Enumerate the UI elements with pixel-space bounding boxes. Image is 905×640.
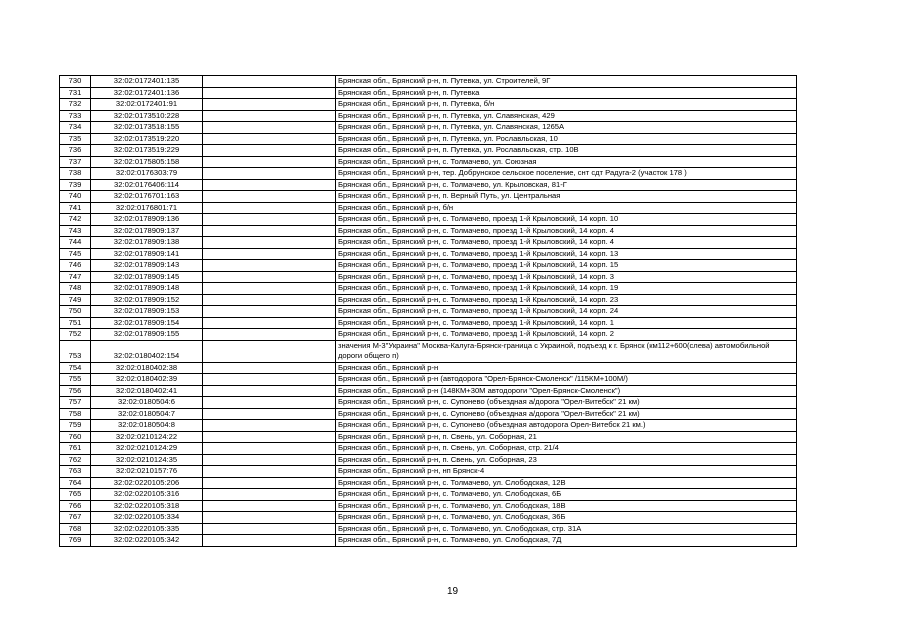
row-number: 763 xyxy=(60,466,91,478)
empty-cell xyxy=(203,317,336,329)
row-number: 754 xyxy=(60,362,91,374)
cadastral-number: 32:02:0210157:76 xyxy=(91,466,203,478)
address: Брянская обл., Брянский р-н, нп Брянск-4 xyxy=(336,466,797,478)
table-row xyxy=(60,260,797,272)
address: Брянская обл., Брянский р-н, с. Толмачево, ул. Союзная xyxy=(336,156,797,168)
table-row xyxy=(60,329,797,341)
empty-cell xyxy=(203,110,336,122)
row-number: 750 xyxy=(60,306,91,318)
row-number: 736 xyxy=(60,145,91,157)
row-number: 745 xyxy=(60,248,91,260)
address: Брянская обл., Брянский р-н, с. Толмачево, проезд 1-й Крыловский, 14 корп. 23 xyxy=(336,294,797,306)
row-number: 741 xyxy=(60,202,91,214)
row-number: 730 xyxy=(60,76,91,88)
table-row xyxy=(60,87,797,99)
address: Брянская обл., Брянский р-н, с. Супонево (объездная автодорога Орел-Витебск 21 км.) xyxy=(336,420,797,432)
cadastral-number: 32:02:0178909:153 xyxy=(91,306,203,318)
empty-cell xyxy=(203,523,336,535)
empty-cell xyxy=(203,225,336,237)
table-row xyxy=(60,283,797,295)
land-registry-table xyxy=(59,75,797,547)
row-number: 732 xyxy=(60,99,91,111)
row-number: 742 xyxy=(60,214,91,226)
row-number: 743 xyxy=(60,225,91,237)
empty-cell xyxy=(203,283,336,295)
table-row xyxy=(60,431,797,443)
address: Брянская обл., Брянский р-н, п. Путевка, ул. Строителей, 9Г xyxy=(336,76,797,88)
empty-cell xyxy=(203,374,336,386)
address: Брянская обл., Брянский р-н, с. Толмачево, проезд 1-й Крыловский, 14 корп. 4 xyxy=(336,225,797,237)
table-row xyxy=(60,248,797,260)
row-number: 755 xyxy=(60,374,91,386)
row-number: 739 xyxy=(60,179,91,191)
cadastral-number: 32:02:0173518:155 xyxy=(91,122,203,134)
address: Брянская обл., Брянский р-н, с. Толмачево, ул. Слободская, 7Д xyxy=(336,535,797,547)
row-number: 764 xyxy=(60,477,91,489)
empty-cell xyxy=(203,408,336,420)
address: Брянская обл., Брянский р-н, с. Толмачево, ул. Слободская, 36Б xyxy=(336,512,797,524)
table-row xyxy=(60,340,797,362)
table-row xyxy=(60,489,797,501)
empty-cell xyxy=(203,214,336,226)
address: Брянская обл., Брянский р-н, с. Толмачево, проезд 1-й Крыловский, 14 корп. 19 xyxy=(336,283,797,295)
row-number: 759 xyxy=(60,420,91,432)
cadastral-number: 32:02:0176801:71 xyxy=(91,202,203,214)
row-number: 746 xyxy=(60,260,91,272)
table-row xyxy=(60,454,797,466)
cadastral-number: 32:02:0178909:143 xyxy=(91,260,203,272)
cadastral-number: 32:02:0180504:6 xyxy=(91,397,203,409)
cadastral-number: 32:02:0178909:152 xyxy=(91,294,203,306)
table-row xyxy=(60,408,797,420)
address: Брянская обл., Брянский р-н, с. Толмачево, ул. Слободская, 12В xyxy=(336,477,797,489)
empty-cell xyxy=(203,156,336,168)
empty-cell xyxy=(203,271,336,283)
empty-cell xyxy=(203,87,336,99)
empty-cell xyxy=(203,122,336,134)
table-row xyxy=(60,523,797,535)
table-row xyxy=(60,179,797,191)
table-row xyxy=(60,237,797,249)
row-number: 752 xyxy=(60,329,91,341)
cadastral-number: 32:02:0180504:8 xyxy=(91,420,203,432)
row-number: 766 xyxy=(60,500,91,512)
cadastral-number: 32:02:0173519:220 xyxy=(91,133,203,145)
row-number: 747 xyxy=(60,271,91,283)
table-row xyxy=(60,306,797,318)
address: Брянская обл., Брянский р-н, с. Толмачево, проезд 1-й Крыловский, 14 корп. 3 xyxy=(336,271,797,283)
address: Брянская обл., Брянский р-н, с. Толмачево, проезд 1-й Крыловский, 14 корп. 13 xyxy=(336,248,797,260)
row-number: 734 xyxy=(60,122,91,134)
cadastral-number: 32:02:0220105:318 xyxy=(91,500,203,512)
address: Брянская обл., Брянский р-н, п. Свень, ул. Соборная, 21 xyxy=(336,431,797,443)
address: Брянская обл., Брянский р-н, с. Толмачево, проезд 1-й Крыловский, 14 корп. 10 xyxy=(336,214,797,226)
empty-cell xyxy=(203,329,336,341)
empty-cell xyxy=(203,191,336,203)
table-row xyxy=(60,214,797,226)
table-row xyxy=(60,362,797,374)
row-number: 756 xyxy=(60,385,91,397)
row-number: 737 xyxy=(60,156,91,168)
table-row xyxy=(60,168,797,180)
table-row xyxy=(60,443,797,455)
table-row xyxy=(60,110,797,122)
address: Брянская обл., Брянский р-н (автодорога "Орел-Брянск-Смоленск" /115КМ+100М/) xyxy=(336,374,797,386)
cadastral-number: 32:02:0172401:91 xyxy=(91,99,203,111)
table-row xyxy=(60,466,797,478)
address: Брянская обл., Брянский р-н, п. Путевка xyxy=(336,87,797,99)
table-row xyxy=(60,385,797,397)
row-number: 753 xyxy=(60,340,91,362)
table-row xyxy=(60,397,797,409)
address: Брянская обл., Брянский р-н, с. Толмачево, проезд 1-й Крыловский, 14 корп. 2 xyxy=(336,329,797,341)
empty-cell xyxy=(203,340,336,362)
address: Брянская обл., Брянский р-н, п. Путевка, ул. Рославльская, 10 xyxy=(336,133,797,145)
row-number: 735 xyxy=(60,133,91,145)
cadastral-number: 32:02:0180402:38 xyxy=(91,362,203,374)
table-row xyxy=(60,317,797,329)
cadastral-number: 32:02:0178909:141 xyxy=(91,248,203,260)
table-row xyxy=(60,420,797,432)
empty-cell xyxy=(203,237,336,249)
address: Брянская обл., Брянский р-н, п. Свень, ул. Соборная, стр. 21/4 xyxy=(336,443,797,455)
empty-cell xyxy=(203,76,336,88)
cadastral-number: 32:02:0178909:138 xyxy=(91,237,203,249)
row-number: 758 xyxy=(60,408,91,420)
cadastral-number: 32:02:0210124:35 xyxy=(91,454,203,466)
cadastral-number: 32:02:0220105:316 xyxy=(91,489,203,501)
empty-cell xyxy=(203,260,336,272)
address: Брянская обл., Брянский р-н, с. Толмачево, ул. Слободская, стр. 31А xyxy=(336,523,797,535)
address: Брянская обл., Брянский р-н, с. Толмачево, проезд 1-й Крыловский, 14 корп. 1 xyxy=(336,317,797,329)
empty-cell xyxy=(203,477,336,489)
cadastral-number: 32:02:0220105:334 xyxy=(91,512,203,524)
empty-cell xyxy=(203,489,336,501)
row-number: 760 xyxy=(60,431,91,443)
address: Брянская обл., Брянский р-н, с. Супонево (объездная а/дорога "Орел-Витебск" 21 км) xyxy=(336,408,797,420)
cadastral-number: 32:02:0178909:136 xyxy=(91,214,203,226)
address: Брянская обл., Брянский р-н, с. Толмачево, проезд 1-й Крыловский, 14 корп. 15 xyxy=(336,260,797,272)
address: Брянская обл., Брянский р-н (148КМ+30М автодороги "Орел-Брянск-Смоленск") xyxy=(336,385,797,397)
address: Брянская обл., Брянский р-н, п. Путевка, ул. Славянская, 429 xyxy=(336,110,797,122)
row-number: 769 xyxy=(60,535,91,547)
table-row xyxy=(60,191,797,203)
cadastral-number: 32:02:0220105:335 xyxy=(91,523,203,535)
address: Брянская обл., Брянский р-н, б/н xyxy=(336,202,797,214)
address: Брянская обл., Брянский р-н, с. Толмачево, проезд 1-й Крыловский, 14 корп. 24 xyxy=(336,306,797,318)
empty-cell xyxy=(203,431,336,443)
empty-cell xyxy=(203,454,336,466)
table-row xyxy=(60,535,797,547)
row-number: 744 xyxy=(60,237,91,249)
empty-cell xyxy=(203,133,336,145)
table-row xyxy=(60,512,797,524)
table-row xyxy=(60,202,797,214)
empty-cell xyxy=(203,443,336,455)
cadastral-number: 32:02:0210124:22 xyxy=(91,431,203,443)
empty-cell xyxy=(203,306,336,318)
row-number: 765 xyxy=(60,489,91,501)
cadastral-number: 32:02:0176303:79 xyxy=(91,168,203,180)
address: значения М-3"Украина" Москва-Калуга-Брянск-граница с Украиной, подъезд к г. Брянск (км112+600(слева) автомобильной дороги общего п) xyxy=(336,340,797,362)
cadastral-number: 32:02:0175805:158 xyxy=(91,156,203,168)
address: Брянская обл., Брянский р-н, с. Супонево (объездная а/дорога "Орел-Витебск" 21 км) xyxy=(336,397,797,409)
cadastral-number: 32:02:0178909:155 xyxy=(91,329,203,341)
empty-cell xyxy=(203,145,336,157)
empty-cell xyxy=(203,202,336,214)
row-number: 731 xyxy=(60,87,91,99)
page-number: 19 xyxy=(446,586,459,597)
address: Брянская обл., Брянский р-н, с. Толмачево, ул. Крыловская, 81-Г xyxy=(336,179,797,191)
empty-cell xyxy=(203,248,336,260)
address: Брянская обл., Брянский р-н, п. Путевка, ул. Славянская, 1265А xyxy=(336,122,797,134)
table-row xyxy=(60,294,797,306)
empty-cell xyxy=(203,362,336,374)
cadastral-number: 32:02:0178909:148 xyxy=(91,283,203,295)
row-number: 738 xyxy=(60,168,91,180)
row-number: 748 xyxy=(60,283,91,295)
empty-cell xyxy=(203,466,336,478)
cadastral-number: 32:02:0176406:114 xyxy=(91,179,203,191)
land-registry-body xyxy=(60,76,797,547)
row-number: 761 xyxy=(60,443,91,455)
table-row xyxy=(60,99,797,111)
empty-cell xyxy=(203,420,336,432)
empty-cell xyxy=(203,500,336,512)
cadastral-number: 32:02:0180504:7 xyxy=(91,408,203,420)
table-row xyxy=(60,500,797,512)
row-number: 740 xyxy=(60,191,91,203)
empty-cell xyxy=(203,535,336,547)
address: Брянская обл., Брянский р-н, тер. Добрунское сельское поселение, снт сдт Радуга-2 (участок 178 ) xyxy=(336,168,797,180)
row-number: 767 xyxy=(60,512,91,524)
table-row xyxy=(60,374,797,386)
empty-cell xyxy=(203,168,336,180)
address: Брянская обл., Брянский р-н, с. Толмачево, ул. Слободская, 6Б xyxy=(336,489,797,501)
cadastral-number: 32:02:0180402:41 xyxy=(91,385,203,397)
cadastral-number: 32:02:0178909:154 xyxy=(91,317,203,329)
address: Брянская обл., Брянский р-н xyxy=(336,362,797,374)
address: Брянская обл., Брянский р-н, с. Толмачево, проезд 1-й Крыловский, 14 корп. 4 xyxy=(336,237,797,249)
empty-cell xyxy=(203,99,336,111)
cadastral-number: 32:02:0172401:135 xyxy=(91,76,203,88)
cadastral-number: 32:02:0172401:136 xyxy=(91,87,203,99)
cadastral-number: 32:02:0178909:137 xyxy=(91,225,203,237)
cadastral-number: 32:02:0173510:228 xyxy=(91,110,203,122)
address: Брянская обл., Брянский р-н, п. Свень, ул. Соборная, 23 xyxy=(336,454,797,466)
empty-cell xyxy=(203,179,336,191)
cadastral-number: 32:02:0210124:29 xyxy=(91,443,203,455)
cadastral-number: 32:02:0220105:342 xyxy=(91,535,203,547)
table-row xyxy=(60,122,797,134)
row-number: 757 xyxy=(60,397,91,409)
row-number: 768 xyxy=(60,523,91,535)
cadastral-number: 32:02:0178909:145 xyxy=(91,271,203,283)
table-row xyxy=(60,145,797,157)
row-number: 749 xyxy=(60,294,91,306)
table-row xyxy=(60,76,797,88)
empty-cell xyxy=(203,397,336,409)
table-row xyxy=(60,133,797,145)
empty-cell xyxy=(203,385,336,397)
table-row xyxy=(60,477,797,489)
row-number: 751 xyxy=(60,317,91,329)
cadastral-number: 32:02:0220105:206 xyxy=(91,477,203,489)
address: Брянская обл., Брянский р-н, п. Путевка, ул. Рославльская, стр. 10В xyxy=(336,145,797,157)
cadastral-number: 32:02:0173519:229 xyxy=(91,145,203,157)
table-row xyxy=(60,271,797,283)
table-row xyxy=(60,156,797,168)
table-row xyxy=(60,225,797,237)
cadastral-number: 32:02:0180402:154 xyxy=(91,340,203,362)
address: Брянская обл., Брянский р-н, п. Путевка, б/н xyxy=(336,99,797,111)
row-number: 733 xyxy=(60,110,91,122)
cadastral-number: 32:02:0180402:39 xyxy=(91,374,203,386)
empty-cell xyxy=(203,512,336,524)
address: Брянская обл., Брянский р-н, п. Верный Путь, ул. Центральная xyxy=(336,191,797,203)
address: Брянская обл., Брянский р-н, с. Толмачево, ул. Слободская, 18В xyxy=(336,500,797,512)
cadastral-number: 32:02:0176701:163 xyxy=(91,191,203,203)
row-number: 762 xyxy=(60,454,91,466)
empty-cell xyxy=(203,294,336,306)
